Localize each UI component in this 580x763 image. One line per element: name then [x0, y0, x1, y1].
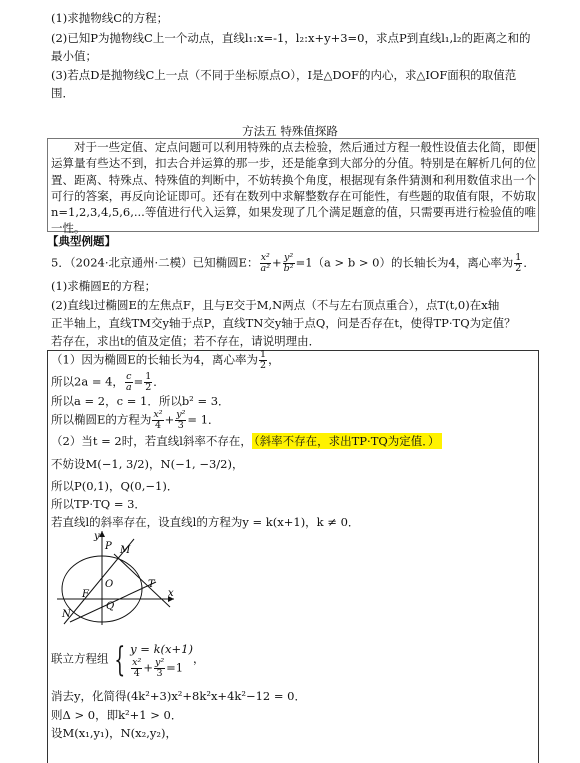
example-header: 【典型例题】 [47, 234, 116, 248]
label-q: Q [106, 601, 115, 612]
label-m: M [120, 545, 131, 556]
sol-line-8: 所以TP·TQ = 3． [51, 497, 146, 511]
problem-stem: 5．（2024·北京通州·二模）已知椭圆E： $\frac{\text{x²}}{\text{a²}}$ + $\frac{\text{y²}}{\text{b²}}$ =1（a > b > 0）的长轴长为4，离心率为 $\frac{1}{2}$ ． [51, 252, 535, 274]
sol-line-11: 消去y，化简得(4k²+3)x²+8k²x+4k²−12 = 0． [51, 689, 306, 703]
label-f: F [82, 589, 89, 600]
sol-line-9: 若直线l的斜率存在，设直线l的方程为y = k(x+1)，k ≠ 0． [51, 515, 360, 529]
q2-text-b: 最小值； [51, 49, 97, 63]
sol-line-6: 不妨设M(−1, 3/2)，N(−1, −3/2)， [51, 457, 244, 471]
sol-line-7: 所以P(0,1)，Q(0,−1)． [51, 479, 179, 493]
highlight-note: （斜率不存在，求出TP·TQ为定值．） [253, 434, 440, 448]
q1-text: (1)求抛物线C的方程； [51, 11, 169, 25]
y-axis-arrow [99, 531, 105, 537]
label-p: P [105, 541, 112, 552]
q2-text-a: (2)已知P为抛物线C上一个动点，直线l₁:x=-1，l₂:x+y+3=0，求点P到直线l₁,l₂的距离之和的 [51, 31, 531, 45]
q3-text-b: 围． [51, 86, 74, 100]
sol-line-13: 设M(x₁,y₁)，N(x₂,y₂)， [51, 726, 177, 740]
problem-part2-c: 若存在，求出t的值及定值；若不存在，请说明理由． [51, 334, 321, 348]
label-y: y [94, 531, 100, 542]
sol-line-1: （1）因为椭圆E的长轴长为4，离心率为 $\frac{1}{2}$ ， [51, 349, 280, 371]
sol-line-10: 联立方程组 { y = k(x+1) $\frac{\text{x²}}{4}$ + $\frac{\text{y²}}{3}$ =1 ， [51, 639, 205, 680]
problem-part2-a: (2)直线l过椭圆E的左焦点F，且与E交于M,N两点（不与左右顶点重合），点T(t,0)在x轴 [51, 298, 500, 312]
label-n: N [62, 609, 71, 620]
sol-line-12: 则Δ > 0，即k²+1 > 0． [51, 708, 183, 722]
label-o: O [105, 579, 114, 590]
sol-line-2: 所以2a = 4， $\frac{c}{a}$ = $\frac{1}{2}$ ． [51, 371, 165, 393]
problem-part2-b: 正半轴上，直线TM交y轴于点P，直线TN交y轴于点Q，问是否存在t，使得TP·TQ为定值？ [51, 316, 516, 330]
label-x: x [168, 588, 174, 599]
sol-line-5: （2）当t = 2时，若直线l斜率不存在， （斜率不存在，求出TP·TQ为定值．） [51, 434, 440, 448]
method-title: 方法五 特殊值探路 [242, 124, 338, 138]
sol-line-3: 所以a = 2，c = 1．所以b² = 3． [51, 394, 230, 408]
problem-part1: (1)求椭圆E的方程； [51, 279, 157, 293]
ellipse-figure [52, 527, 182, 627]
sol-line-4: 所以椭圆E的方程为 $\frac{\text{x²}}{4}$ + $\frac{\text{y²}}{3}$ = 1． [51, 409, 220, 431]
q3-text-a: (3)若点D是抛物线C上一点（不同于坐标原点O），I是△DOF的内心，求△IOF面积的取值范 [51, 68, 517, 82]
label-t: T [148, 579, 155, 590]
method-body: 对于一些定值、定点问题可以利用特殊的点去检验，然后通过方程一般性设值去化简，即便运算量有些达不到，扣去合并运算的那一步，还是能拿到大部分的分值。特别是在解析几何的位置、距离、特殊点、特殊值的判断中，不妨转换个角度，根据现有条件猜测和利用数值求出一个可行的答案，再反向论证即可。还有在数列中求解整数存在可能性，有些题的取值有限，不妨取n=1,2,3,4,5,6,...等值进行代入运算，如果发现了几个满足题意的值，只需要再进行检验值的唯一性。 [51, 140, 536, 236]
